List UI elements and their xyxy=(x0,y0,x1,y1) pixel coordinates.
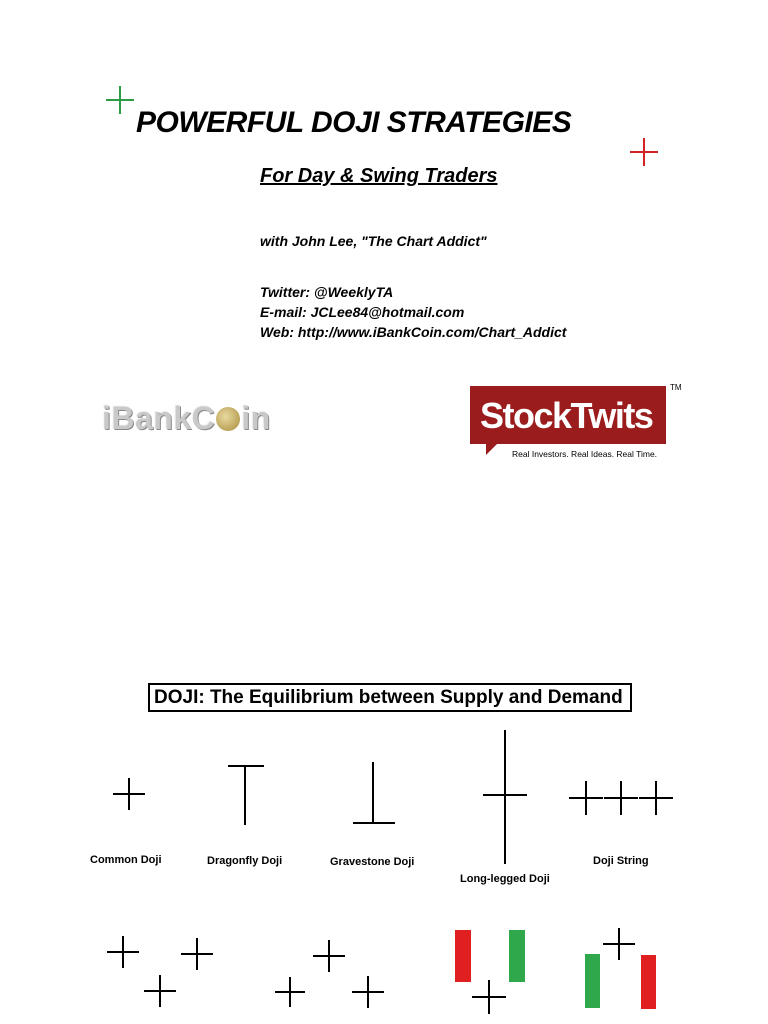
author-byline: with John Lee, "The Chart Addict" xyxy=(260,233,487,249)
doji-label-long-legged: Long-legged Doji xyxy=(460,873,550,885)
section-heading: DOJI: The Equilibrium between Supply and Demand xyxy=(148,683,632,712)
ibankcoin-logo-text-a: iBankC xyxy=(102,400,216,436)
red-plus-icon xyxy=(630,138,658,166)
green-plus-icon xyxy=(106,86,134,114)
contact-twitter: Twitter: @WeeklyTA xyxy=(260,284,394,300)
ibankcoin-logo xyxy=(102,400,271,437)
contact-web: Web: http://www.iBankCoin.com/Chart_Addict xyxy=(260,324,567,340)
coin-icon xyxy=(216,407,240,431)
stocktwits-logo-text: StockTwits xyxy=(480,395,653,436)
document-subtitle: For Day & Swing Traders xyxy=(260,165,498,187)
ibankcoin-logo-text-b: in xyxy=(241,400,271,436)
trademark-mark: TM xyxy=(670,383,682,392)
doji-label-dragonfly: Dragonfly Doji xyxy=(207,855,283,867)
doji-label-gravestone: Gravestone Doji xyxy=(330,856,415,868)
contact-email: E-mail: JCLee84@hotmail.com xyxy=(260,304,465,320)
doji-label-common: Common Doji xyxy=(90,854,162,866)
stocktwits-tagline: Real Investors. Real Ideas. Real Time. xyxy=(512,449,658,459)
speech-bubble-tail-icon xyxy=(486,443,498,455)
stocktwits-logo xyxy=(470,386,666,444)
document-title: POWERFUL DOJI STRATEGIES xyxy=(136,106,572,139)
doji-label-string: Doji String xyxy=(593,855,649,867)
